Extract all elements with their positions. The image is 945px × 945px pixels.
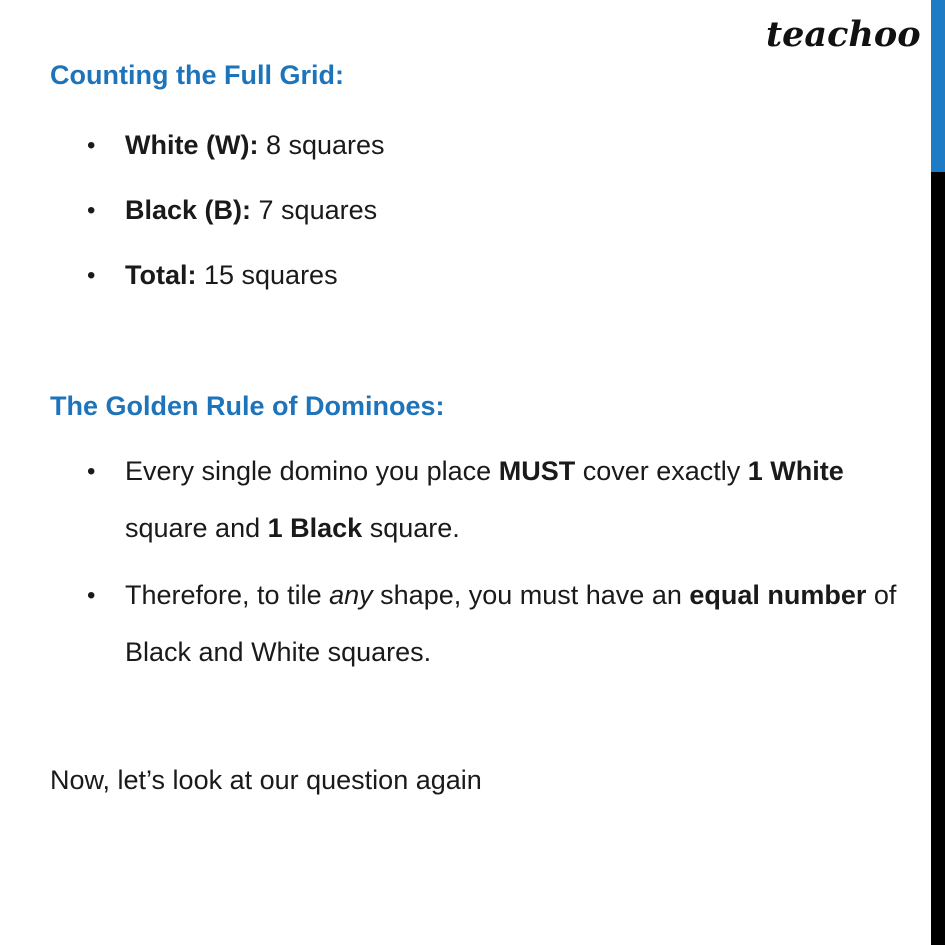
section-heading-counting: Counting the Full Grid:	[50, 60, 344, 90]
accent-bar-bottom	[931, 172, 945, 945]
golden-rule-list	[0, 443, 905, 681]
text-run: cover exactly	[575, 456, 748, 486]
list-item-equal-number	[0, 567, 905, 681]
accent-bar-top	[931, 0, 945, 172]
bullet-icon: •	[87, 582, 96, 609]
emphasis-any: any	[329, 580, 373, 610]
emphasis-one-white: 1 White	[747, 456, 844, 486]
bullet-icon: •	[87, 197, 96, 224]
item-label: Black (B):	[125, 195, 252, 225]
list-item-total	[0, 247, 905, 304]
section-heading-golden-rule: The Golden Rule of Dominoes:	[50, 391, 445, 421]
text-run: shape, you must have an	[372, 580, 690, 610]
item-value: 7 squares	[251, 195, 378, 225]
emphasis-equal-number: equal number	[689, 580, 867, 610]
counting-list	[0, 117, 905, 304]
list-item-domino-rule	[0, 443, 905, 557]
item-value: 15 squares	[196, 260, 338, 290]
emphasis-must: MUST	[498, 456, 576, 486]
text-run: square.	[362, 513, 460, 543]
emphasis-one-black: 1 Black	[267, 513, 363, 543]
text-run: Therefore, to tile	[125, 580, 330, 610]
item-value: 8 squares	[258, 130, 385, 160]
text-run: square and	[125, 513, 268, 543]
text-run: of Black and White squares.	[125, 580, 897, 667]
bullet-icon: •	[87, 132, 96, 159]
bullet-icon: •	[87, 458, 96, 485]
text-run: Every single domino you place	[125, 456, 499, 486]
list-item-white	[0, 117, 905, 174]
list-item-black	[0, 182, 905, 239]
item-label: White (W):	[125, 130, 259, 160]
closing-text: Now, let’s look at our question again	[50, 765, 482, 795]
teachoo-logo: teachoo	[766, 14, 921, 55]
bullet-icon: •	[87, 262, 96, 289]
item-label: Total:	[125, 260, 197, 290]
